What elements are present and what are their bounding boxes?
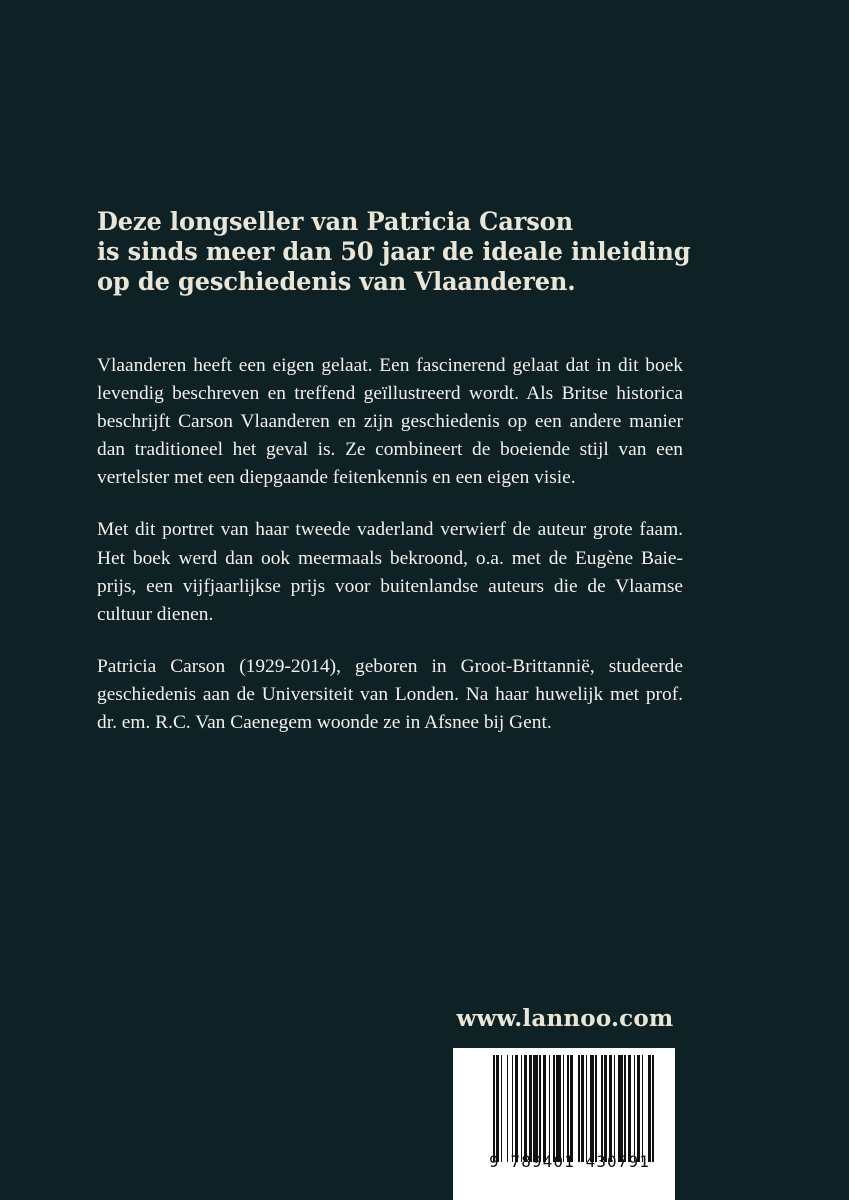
barcode-bars [493,1055,649,1162]
barcode-bar [493,1055,495,1162]
barcode-bar [521,1055,523,1162]
barcode-bar [556,1055,561,1162]
barcode-bar [628,1055,631,1162]
barcode-bar [604,1055,607,1162]
blurb-paragraph-2: Met dit portret van haar tweede vaderland verwierf de auteur grote faam. Het boek werd dan ook meermaals bekroond, o.a. met de Eugène Baie-prijs, een vijfjaarlijkse prijs voor buitenlandse auteurs die de Vlaamse cultuur dienen. [97,519,683,625]
barcode-bar [515,1055,518,1162]
barcode-bar [590,1055,593,1162]
barcode-bar [578,1055,580,1162]
barcode-bar [648,1055,651,1162]
barcode-bar [634,1055,636,1162]
blurb-paragraph-1: Vlaanderen heeft een eigen gelaat. Een fascinerend gelaat dat in dit boek levendig beschreven en treffend geïllustreerd wordt. Als Britse historica beschrijft Carson Vlaanderen en zijn geschiedenis op een andere manier dan traditioneel het geval is. Ze combineert de boeiende stijl van een vertelster met een diepgaande feitenkennis en een eigen visie. [97,355,683,489]
barcode-bar [586,1055,588,1162]
barcode-bar [609,1055,612,1162]
barcode-bar [553,1055,555,1162]
barcode-bar [524,1055,527,1162]
barcode-bar [529,1055,532,1162]
barcode-bar [563,1055,565,1162]
barcode-bar [507,1055,509,1162]
headline [97,207,691,297]
blurb-paragraph-3: Patricia Carson (1929-2014), geboren in Groot-Brittannië, studeerde geschiedenis aan de Universiteit van Londen. Na haar huwelijk met prof. dr. em. R.C. Van Caenegem woonde ze in Afsnee bij Gent. [97,655,683,734]
barcode-number: 9 789401 430791 [489,1152,650,1171]
barcode-bar [642,1055,644,1162]
barcode-bar [624,1055,626,1162]
barcode-bar [549,1055,551,1162]
barcode-bar [581,1055,584,1162]
publisher-website-url[interactable]: www.lannoo.com [456,1005,674,1032]
barcode-bar [539,1055,541,1162]
headline-line-1: Deze longseller van Patricia Carson [97,207,573,237]
isbn-barcode [453,1048,675,1200]
barcode-bar [533,1055,538,1162]
headline-line-2: is sinds meer dan 50 jaar de ideale inleiding [97,237,691,267]
barcode-bar [637,1055,640,1162]
barcode-bar [501,1055,503,1162]
barcode-bar [652,1055,654,1162]
barcode-bar [567,1055,569,1162]
headline-line-3: op de geschiedenis van Vlaanderen. [97,267,576,297]
barcode-bar [512,1055,514,1162]
blurb-text [97,352,683,737]
barcode-bar [614,1055,616,1162]
barcode-bar [618,1055,623,1162]
barcode-bar [601,1055,603,1162]
barcode-bar [496,1055,499,1162]
barcode-bar [595,1055,597,1162]
barcode-bar [570,1055,573,1162]
barcode-bar [543,1055,546,1162]
